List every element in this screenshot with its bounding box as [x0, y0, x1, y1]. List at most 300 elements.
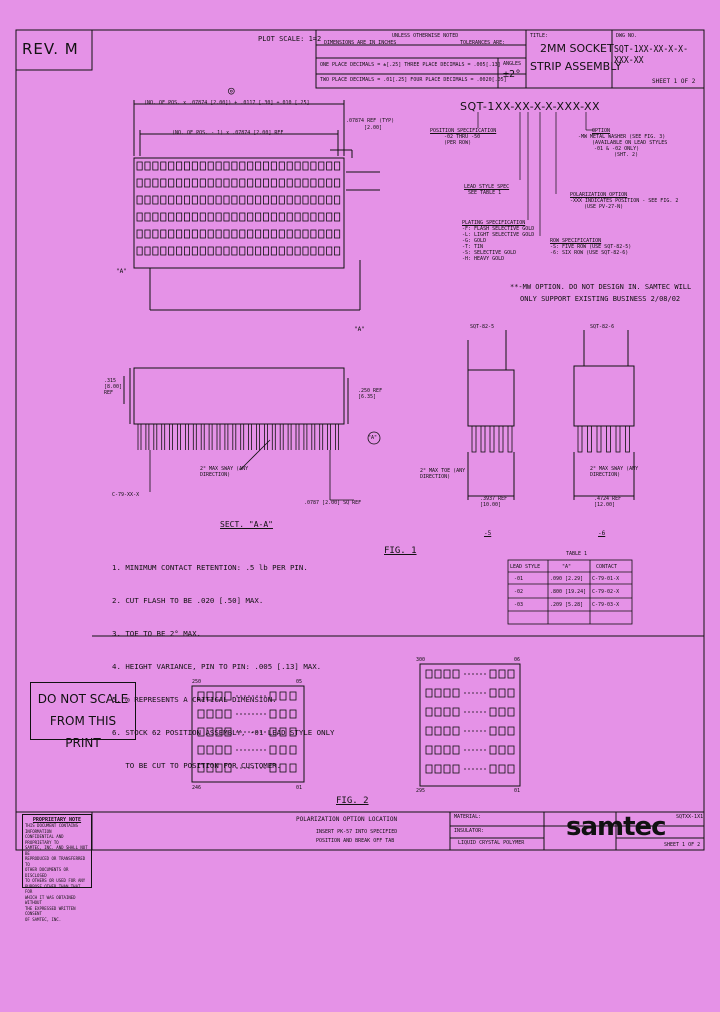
fig2-left-bottom-left: 246	[192, 785, 202, 791]
pitch-mm: [2.00]	[364, 125, 383, 131]
contact-cell	[271, 230, 276, 238]
sqt6-label: SQT-82-6	[590, 324, 615, 330]
fig2-cell	[508, 670, 514, 678]
contact-cell	[161, 196, 166, 204]
contact-cell	[335, 230, 340, 238]
proprietary-text-line: THIS DOCUMENT CONTAINS INFORMATION	[25, 823, 78, 834]
contact-cell	[263, 213, 268, 221]
option-value-4: (SHT. 2)	[614, 152, 639, 158]
contact-cell	[153, 162, 158, 170]
table1-cell-2-1: .209 [5.28]	[550, 602, 584, 608]
contact-cell	[224, 247, 229, 255]
tolerance-sub-right: TOLERANCES ARE:	[460, 40, 506, 46]
proprietary-text-line: REPRODUCED OR TRANSFERRED TO	[25, 856, 86, 867]
table1-cell-0-0: -01	[514, 576, 524, 582]
table1-cell-0-2: C-79-01-X	[592, 576, 620, 582]
proprietary-text	[25, 823, 89, 922]
fig2-cell	[508, 765, 514, 773]
fig2-caption-1: POLARIZATION OPTION LOCATION	[296, 816, 398, 823]
proprietary-text-line: THE EXPRESSED WRITTEN CONSENT	[25, 905, 76, 916]
tolerance-title: UNLESS OTHERWISE NOTED	[392, 33, 459, 39]
table1-cell-0-1: .090 [2.29]	[550, 576, 584, 582]
samtec-logo: samtec	[566, 812, 666, 842]
table1-cell-1-1: .800 [19.24]	[550, 589, 587, 595]
end-pin-6	[607, 426, 611, 452]
contact-cell	[311, 179, 316, 187]
plating-value-6: -H: HEAVY GOLD	[462, 256, 505, 262]
fig2-cell	[435, 689, 441, 697]
proprietary-text-line: OF SAMTEC, INC.	[25, 916, 62, 922]
view5-label: -5	[484, 530, 492, 537]
end-pin-6	[597, 426, 601, 452]
proprietary-text-line: PURPOSE OTHER THAN THAT FOR	[25, 883, 81, 894]
contact-cell	[319, 230, 324, 238]
contact-cell	[184, 196, 189, 204]
contact-cell	[295, 196, 300, 204]
contact-cell	[192, 230, 197, 238]
fig2-cell	[508, 746, 514, 754]
contact-cell	[248, 162, 253, 170]
contact-cell	[192, 247, 197, 255]
contact-cell	[256, 213, 261, 221]
end-pin-6	[578, 426, 582, 452]
dwg-number: SQT-1XX-XX-X-X-XXX-XX	[614, 44, 689, 66]
contact-cell	[240, 162, 245, 170]
contact-cell	[137, 179, 142, 187]
fig2-cell	[435, 765, 441, 773]
fig2-cell	[444, 670, 450, 678]
contact-cell	[327, 196, 332, 204]
contact-cell	[192, 196, 197, 204]
fig2-cell	[435, 746, 441, 754]
contact-cell	[303, 247, 308, 255]
fig2-cell	[499, 708, 505, 716]
contact-cell	[271, 179, 276, 187]
fig2-cell	[453, 689, 459, 697]
section-label: SECT. "A-A"	[220, 520, 273, 529]
part-number-code: SQT-1XX-XX-X-X-XXX-XX	[460, 100, 601, 113]
contact-cell	[184, 230, 189, 238]
contact-cell	[287, 247, 292, 255]
contact-cell	[311, 247, 316, 255]
position-spec-value-2: (PER ROW)	[444, 140, 472, 146]
angles-value: ±2°	[503, 69, 522, 80]
contact-cell	[327, 162, 332, 170]
contact-cell	[263, 196, 268, 204]
table1-cell-1-2: C-79-02-X	[592, 589, 620, 595]
contact-cell	[137, 196, 142, 204]
fig2-cell	[453, 708, 459, 716]
table1-cell-2-0: -03	[514, 602, 524, 608]
contact-cell	[169, 213, 174, 221]
contact-cell	[256, 247, 261, 255]
contact-cell	[271, 247, 276, 255]
plating-value-3: -G: GOLD	[462, 238, 487, 244]
contact-cell	[184, 179, 189, 187]
table1-title: TABLE 1	[566, 551, 588, 557]
fig2-cell	[499, 689, 505, 697]
fig2-cell	[453, 765, 459, 773]
fig2-cell	[499, 727, 505, 735]
contact-cell	[169, 230, 174, 238]
do-not-scale-line-1: DO NOT SCALE	[37, 692, 129, 706]
width5: .3937 REF [10.00]	[480, 496, 508, 508]
contact-cell	[145, 213, 150, 221]
contact-cell	[177, 179, 182, 187]
contact-cell	[184, 162, 189, 170]
contact-cell	[256, 230, 261, 238]
critical-dim-symbol: ◎	[228, 84, 235, 97]
contact-cell	[319, 247, 324, 255]
proprietary-note-box	[22, 814, 92, 922]
end-pin-5	[508, 426, 512, 452]
fig2-left-bottom-right: 01	[296, 785, 303, 791]
notes-list	[112, 540, 334, 782]
fig2-cell	[508, 727, 514, 735]
contact-cell	[327, 230, 332, 238]
contact-cell	[335, 162, 340, 170]
contact-cell	[216, 162, 221, 170]
contact-cell	[169, 247, 174, 255]
proprietary-text-line: TO OTHERS OR USED FOR ANY	[25, 878, 86, 883]
contact-cell	[137, 213, 142, 221]
plating-value-5: -S: SELECTIVE GOLD	[462, 250, 517, 256]
contact-cell	[311, 196, 316, 204]
contact-ref: C-79-XX-X	[112, 492, 140, 498]
contact-cell	[232, 162, 237, 170]
contact-cell	[224, 162, 229, 170]
contact-cell	[192, 213, 197, 221]
contact-cell	[145, 162, 150, 170]
title-line-2: STRIP ASSEMBLY	[530, 60, 622, 73]
lead-style-value: SEE TABLE 1	[468, 190, 502, 196]
end-pin-6	[588, 426, 592, 452]
option-value-1: -MW METAL WASHER (SEE FIG. 3)	[578, 134, 666, 140]
contact-cell	[240, 196, 245, 204]
contact-cell	[224, 230, 229, 238]
max-toe: 2° MAX TOE (ANY DIRECTION)	[420, 468, 466, 480]
contact-cell	[271, 196, 276, 204]
contact-cell	[200, 230, 205, 238]
contact-cell	[295, 213, 300, 221]
contact-cell	[145, 230, 150, 238]
contact-cell	[256, 196, 261, 204]
contact-cell	[240, 230, 245, 238]
contact-cell	[279, 162, 284, 170]
fig2-cell	[453, 727, 459, 735]
fig2-left-top-right: 05	[296, 679, 303, 685]
contact-cell	[208, 213, 213, 221]
row-spec-title: ROW SPECIFICATION	[550, 238, 602, 244]
insulator-label: INSULATOR:	[454, 828, 485, 834]
contact-cell	[137, 230, 142, 238]
proprietary-text-line: CONFIDENTIAL AND PROPRIETARY TO	[25, 834, 64, 845]
table1-cell-2-2: C-79-03-X	[592, 602, 620, 608]
contact-cell	[327, 247, 332, 255]
contact-cell	[279, 196, 284, 204]
contact-cell	[295, 247, 300, 255]
contact-cell	[177, 196, 182, 204]
fig2-cell	[453, 746, 459, 754]
contact-cell	[319, 196, 324, 204]
contact-cell	[232, 213, 237, 221]
fig2-cell	[499, 765, 505, 773]
polarization-value-1: -XXX INDICATES POSITION - SEE FIG. 2	[570, 198, 679, 204]
contact-cell	[153, 179, 158, 187]
contact-cell	[208, 247, 213, 255]
contact-cell	[200, 196, 205, 204]
contact-cell	[200, 162, 205, 170]
contact-cell	[240, 179, 245, 187]
contact-cell	[145, 247, 150, 255]
lead-style-spec	[464, 184, 509, 196]
position-spec-title: POSITION SPECIFICATION	[430, 128, 497, 134]
contact-cell	[256, 179, 261, 187]
contact-cell	[216, 196, 221, 204]
end-pin-5	[490, 426, 494, 452]
contact-cell	[335, 247, 340, 255]
contact-cell	[216, 179, 221, 187]
fig2-right-top-right: 06	[514, 657, 521, 663]
plating-value-2: -L: LIGHT SELECTIVE GOLD	[462, 232, 535, 238]
max-sway-6: 2° MAX SWAY (ANY DIRECTION)	[590, 466, 639, 478]
fig2-cell	[490, 765, 496, 773]
view6-label: -6	[598, 530, 606, 537]
contact-cell	[287, 162, 292, 170]
contact-cell	[319, 213, 324, 221]
contact-cell	[177, 230, 182, 238]
contact-cell	[256, 162, 261, 170]
contact-cell	[224, 196, 229, 204]
contact-cell	[161, 162, 166, 170]
fig2-cell	[453, 670, 459, 678]
contact-cell	[287, 196, 292, 204]
contact-cell	[177, 162, 182, 170]
contact-cell	[153, 196, 158, 204]
contact-cell	[303, 179, 308, 187]
contact-cell	[335, 213, 340, 221]
contact-cell	[161, 213, 166, 221]
file-label: SQTXX-1X1	[676, 814, 704, 820]
contact-cell	[248, 247, 253, 255]
tolerance-line-2: TWO PLACE DECIMALS = .01[.25] FOUR PLACE DECIMALS = .0020[.05]	[320, 77, 507, 83]
insulator-value-1: LIQUID CRYSTAL POLYMER	[458, 840, 525, 846]
pitch-typ: .07874 REF (TYP)	[346, 118, 395, 124]
table1-header-1: "A"	[562, 564, 572, 570]
contact-cell	[271, 213, 276, 221]
title-line-1: 2MM SOCKET	[540, 42, 614, 55]
contact-cell	[295, 179, 300, 187]
contact-cell	[177, 213, 182, 221]
row-spec	[550, 238, 631, 256]
contact-cell	[263, 162, 268, 170]
fig2-cell	[499, 746, 505, 754]
contact-cell	[240, 247, 245, 255]
sqt5-label: SQT-82-5	[470, 324, 495, 330]
fig2-cell	[426, 727, 432, 735]
contact-cell	[192, 179, 197, 187]
proprietary-title: PROPRIETARY NOTE	[32, 817, 82, 823]
fig2-cell	[435, 708, 441, 716]
contact-cell	[145, 179, 150, 187]
title-label: TITLE:	[530, 33, 549, 39]
lead-style-title: LEAD STYLE SPEC	[464, 184, 510, 190]
fig2-right-bottom-left: 295	[416, 788, 426, 794]
contact-cell	[216, 230, 221, 238]
fig2-cell	[499, 670, 505, 678]
fig2-label: FIG. 2	[336, 796, 369, 806]
polarization-title: POLARIZATION OPTION	[570, 192, 628, 198]
plot-scale: PLOT SCALE: 1=2	[258, 35, 322, 43]
contact-cell	[169, 196, 174, 204]
fig2-cell	[444, 689, 450, 697]
contact-cell	[279, 247, 284, 255]
contact-cell	[137, 162, 142, 170]
contact-cell	[311, 162, 316, 170]
row-spec-value-1: -S: FIVE ROW (USE SQT-82-5)	[550, 244, 632, 250]
do-not-scale-box	[30, 682, 136, 750]
contact-cell	[279, 213, 284, 221]
fig2-cell	[426, 765, 432, 773]
end-pin-6	[616, 426, 620, 452]
contact-cell	[303, 230, 308, 238]
contact-cell	[287, 179, 292, 187]
fig2-cell	[490, 746, 496, 754]
fig2-cell	[426, 670, 432, 678]
width6: .4724 REF [12.00]	[594, 496, 622, 508]
section-mark-bottom: "A"	[354, 326, 365, 333]
height-left-dim: .315 [8.00] REF	[104, 378, 123, 396]
contact-cell	[224, 213, 229, 221]
fig2-cell	[444, 746, 450, 754]
fig2-cell	[444, 708, 450, 716]
note-1: 1. MINIMUM CONTACT RETENTION: .5 lb PER PIN.	[112, 563, 308, 572]
fig2-caption-3: POSITION AND BREAK OFF TAB	[316, 838, 395, 844]
contact-cell	[311, 213, 316, 221]
rev-label: REV. M	[22, 40, 79, 58]
contact-cell	[287, 230, 292, 238]
contact-cell	[153, 213, 158, 221]
contact-cell	[319, 162, 324, 170]
overall-length-dim: (NO. OF POS. x .07874 [2.00]) + .0117 [.30] ±.010 [.25]	[144, 100, 310, 106]
contact-cell	[232, 179, 237, 187]
end-pin-6	[626, 426, 630, 452]
polarization-spec	[570, 192, 678, 210]
contact-cell	[287, 213, 292, 221]
tolerance-sub-left: DIMENSIONS ARE IN INCHES	[324, 40, 397, 46]
contact-cell	[216, 213, 221, 221]
contact-cell	[263, 247, 268, 255]
contact-cell	[248, 213, 253, 221]
plating-value-1: -F: FLASH SELECTIVE GOLD	[462, 226, 535, 232]
fig2-cell	[444, 727, 450, 735]
pitch-bottom: .0787 [2.00] SQ REF	[304, 500, 362, 506]
contact-cell	[311, 230, 316, 238]
plating-title: PLATING SPECIFICATION	[462, 220, 526, 226]
contact-cell	[319, 179, 324, 187]
fig1-label: FIG. 1	[384, 546, 417, 556]
note-3: 3. TOE TO BE 2° MAX.	[112, 629, 201, 638]
tolerance-line-1: ONE PLACE DECIMALS = ±[.25] THREE PLACE DECIMALS = .005[.13]	[320, 62, 501, 68]
contact-cell	[192, 162, 197, 170]
fig2-cell	[508, 708, 514, 716]
contact-cell	[248, 179, 253, 187]
contact-cell	[295, 162, 300, 170]
end-pin-5	[481, 426, 485, 452]
contact-cell	[161, 247, 166, 255]
contact-cell	[303, 196, 308, 204]
proprietary-text-line: WHICH IT WAS OBTAINED WITHOUT	[25, 894, 76, 905]
max-sway: 2° MAX SWAY (ANY DIRECTION)	[200, 466, 249, 478]
contact-cell	[208, 230, 213, 238]
fig2-left-top-left: 250	[192, 679, 202, 685]
contact-cell	[169, 162, 174, 170]
do-not-scale-line-2: FROM THIS PRINT	[49, 714, 117, 750]
mw-note-2: ONLY SUPPORT EXISTING BUSINESS 2/08/02	[520, 295, 681, 303]
contact-cell	[153, 247, 158, 255]
contact-cell	[153, 230, 158, 238]
angles-label: ANGLES	[503, 61, 522, 67]
fig2-cell	[490, 670, 496, 678]
contact-cell	[263, 179, 268, 187]
table1-cell-1-0: -02	[514, 589, 524, 595]
contact-cell	[240, 213, 245, 221]
note-6: 6. STOCK 62 POSITION ASSEMBLY, -01 LEAD STYLE ONLY	[112, 728, 335, 737]
fig2-cell	[508, 689, 514, 697]
fig2-cell	[426, 746, 432, 754]
option-value-2: (AVAILABLE ON LEAD STYLES	[592, 140, 668, 146]
contact-cell	[248, 230, 253, 238]
fig2-cell	[435, 727, 441, 735]
mw-note-1: **-MW OPTION. DO NOT DESIGN IN. SAMTEC WILL	[510, 283, 692, 291]
contact-cell	[232, 196, 237, 204]
contact-cell	[216, 247, 221, 255]
dwg-label: DWG NO.	[616, 33, 638, 39]
fig2-cell	[490, 727, 496, 735]
dim-a-side: "A"	[368, 435, 378, 441]
contact-cell	[303, 162, 308, 170]
contact-cell	[200, 213, 205, 221]
contact-cell	[232, 230, 237, 238]
contact-cell	[295, 230, 300, 238]
contact-cell	[327, 179, 332, 187]
contact-cell	[200, 179, 205, 187]
section-mark-top: "A"	[116, 268, 127, 275]
fig2-right-bottom-right: 01	[514, 788, 521, 794]
position-spec-value-1: -02 THRU -50	[444, 134, 481, 140]
position-spec	[430, 128, 496, 146]
contact-cell	[232, 247, 237, 255]
option-title: OPTION	[592, 128, 611, 134]
contact-cell	[177, 247, 182, 255]
fig2-cell	[490, 708, 496, 716]
option-spec	[578, 128, 667, 158]
contact-cell	[145, 196, 150, 204]
polarization-value-2: (USE PV-27-N)	[584, 204, 624, 210]
contact-cell	[335, 196, 340, 204]
fig2-cell	[435, 670, 441, 678]
contact-cell	[279, 179, 284, 187]
sheet-number: SHEET 1 OF 2	[652, 78, 696, 85]
contact-cell	[184, 213, 189, 221]
proprietary-text-line: OTHER DOCUMENTS OR DISCLOSED	[25, 867, 69, 878]
fig2-caption-2: INSERT PK-57 INTO SPECIFIED	[316, 829, 398, 835]
contact-cell	[184, 247, 189, 255]
end-pin-5	[472, 426, 476, 452]
contact-cell	[335, 179, 340, 187]
contact-cell	[169, 179, 174, 187]
contact-cell	[137, 247, 142, 255]
